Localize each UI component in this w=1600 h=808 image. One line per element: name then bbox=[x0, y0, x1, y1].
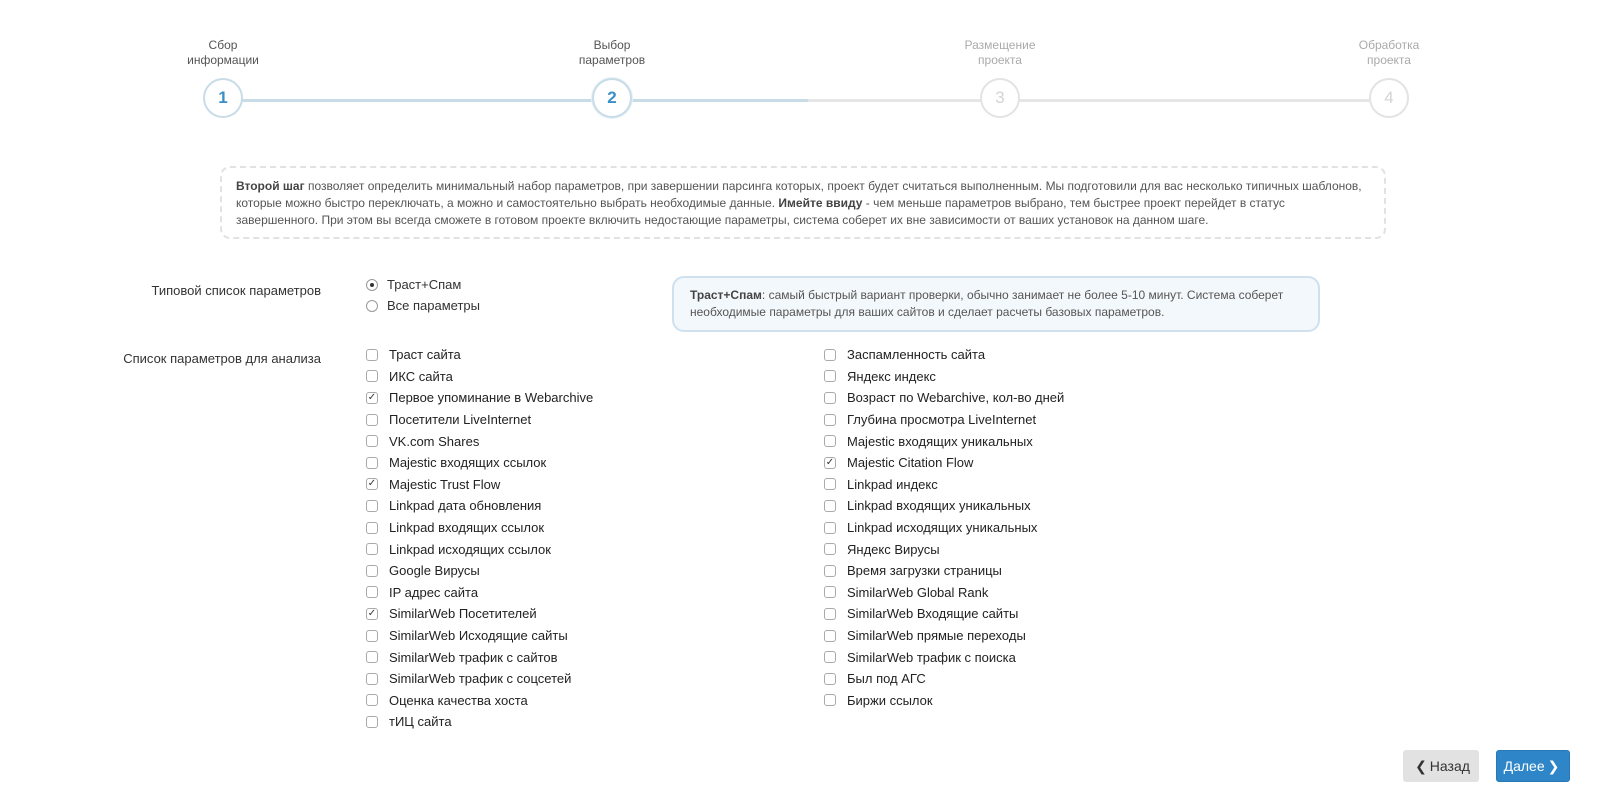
step-1-label: Сбор информации bbox=[187, 38, 259, 67]
param-checkbox-label: ИКС сайта bbox=[389, 368, 453, 384]
param-checkbox-row[interactable] bbox=[824, 668, 1064, 690]
param-checkbox-row[interactable] bbox=[366, 430, 593, 452]
template-list-label: Типовой список параметров bbox=[151, 283, 321, 298]
param-checkbox-row[interactable] bbox=[824, 517, 1064, 539]
step-3-label: Размещение проекта bbox=[964, 38, 1036, 67]
step-3-circle: 3 bbox=[980, 78, 1020, 118]
param-checkbox-label: Google Вирусы bbox=[389, 563, 480, 579]
param-checkbox-label: Majestic Trust Flow bbox=[389, 476, 501, 492]
next-button[interactable] bbox=[1496, 750, 1570, 782]
param-checkbox-row[interactable] bbox=[366, 582, 593, 604]
param-checkbox-row[interactable] bbox=[366, 344, 593, 366]
step-connector-done bbox=[242, 99, 808, 102]
checkbox-unchecked-icon[interactable] bbox=[366, 630, 378, 642]
param-checkbox-row[interactable] bbox=[366, 538, 593, 560]
info-text-1: позволяет определить минимальный набор параметров, при завершении парсинга которых, проект будет считаться выполненным. Мы подготовили для вас несколько типичных шаблонов, которые можно быстро переключать, а можно и самостоятельно выбрать необходимые данные. bbox=[236, 179, 1362, 210]
checkbox-unchecked-icon[interactable] bbox=[366, 370, 378, 382]
param-checkbox-label: VK.com Shares bbox=[389, 433, 480, 449]
param-checkbox-row[interactable] bbox=[824, 495, 1064, 517]
param-checkbox-label: Linkpad исходящих ссылок bbox=[389, 541, 551, 557]
next-button-label: Далее bbox=[1503, 758, 1545, 774]
step-4-label: Обработка проекта bbox=[1358, 38, 1420, 67]
param-checkbox-label: SimilarWeb трафик с соцсетей bbox=[389, 671, 572, 687]
step-info-box bbox=[220, 166, 1386, 239]
param-checkbox-label: Биржи ссылок bbox=[847, 692, 933, 708]
checkbox-unchecked-icon[interactable] bbox=[824, 608, 836, 620]
param-checkbox-row[interactable] bbox=[366, 711, 593, 733]
step-2-circle: 2 bbox=[592, 78, 632, 118]
param-checkbox-row[interactable] bbox=[366, 560, 593, 582]
radio-unselected-icon[interactable] bbox=[366, 300, 378, 312]
param-checkbox-label: SimilarWeb Global Rank bbox=[847, 584, 989, 600]
checkbox-unchecked-icon[interactable] bbox=[824, 435, 836, 447]
radio-trust-spam[interactable] bbox=[366, 277, 461, 292]
checkbox-unchecked-icon[interactable] bbox=[366, 565, 378, 577]
param-checkbox-label: SimilarWeb Входящие сайты bbox=[847, 606, 1019, 622]
param-checkbox-label: Linkpad дата обновления bbox=[389, 498, 542, 514]
param-checkbox-row[interactable] bbox=[824, 344, 1064, 366]
params-list-label: Список параметров для анализа bbox=[123, 351, 321, 366]
chevron-right-icon: ❯ bbox=[1547, 757, 1560, 774]
param-checkbox-label: SimilarWeb Посетителей bbox=[389, 606, 537, 622]
checkbox-unchecked-icon[interactable] bbox=[824, 543, 836, 555]
back-button[interactable] bbox=[1403, 750, 1479, 782]
param-checkbox-row[interactable] bbox=[366, 474, 593, 496]
step-connector-pending bbox=[808, 99, 1386, 102]
param-checkbox-label: Majestic входящих ссылок bbox=[389, 455, 547, 471]
checkbox-checked-icon[interactable]: ✓ bbox=[367, 607, 377, 619]
param-checkbox-row[interactable] bbox=[366, 366, 593, 388]
checkbox-unchecked-icon[interactable] bbox=[824, 500, 836, 512]
param-checkbox-row[interactable] bbox=[824, 366, 1064, 388]
param-checkbox-label: Возраст по Webarchive, кол-во дней bbox=[847, 390, 1065, 406]
step-4-circle: 4 bbox=[1369, 78, 1409, 118]
param-checkbox-label: Был под АГС bbox=[847, 671, 926, 687]
checkbox-unchecked-icon[interactable] bbox=[366, 716, 378, 728]
back-button-label: Назад bbox=[1429, 758, 1470, 774]
radio-all-params[interactable] bbox=[366, 298, 480, 313]
checkbox-checked-icon[interactable]: ✓ bbox=[367, 391, 377, 403]
checkbox-unchecked-icon[interactable] bbox=[824, 392, 836, 404]
checkbox-unchecked-icon[interactable] bbox=[366, 586, 378, 598]
params-column-left bbox=[366, 344, 593, 733]
info-text-2: - чем меньше параметров выбрано, тем быстрее проект перейдет в статус завершенного. При этом вы всегда сможете в готовом проекте включить недостающие параметры, система соберет их вне зависимости от ваших установок на данном шаге. bbox=[236, 196, 1285, 227]
checkbox-checked-icon[interactable]: ✓ bbox=[367, 478, 377, 490]
hint-text: : самый быстрый вариант проверки, обычно занимает не более 5-10 минут. Система соберет необходимые параметры для ваших сайтов и сделает расчеты базовых параметров. bbox=[690, 288, 1284, 319]
checkbox-unchecked-icon[interactable] bbox=[824, 522, 836, 534]
checkbox-unchecked-icon[interactable] bbox=[366, 349, 378, 361]
info-bold-note: Имейте ввиду bbox=[778, 196, 863, 210]
param-checkbox-label: Linkpad входящих уникальных bbox=[847, 498, 1031, 514]
param-checkbox-row[interactable] bbox=[366, 690, 593, 712]
param-checkbox-label: Первое упоминание в Webarchive bbox=[389, 390, 594, 406]
checkbox-unchecked-icon[interactable] bbox=[824, 565, 836, 577]
param-checkbox-row[interactable] bbox=[824, 560, 1064, 582]
param-checkbox-row[interactable] bbox=[824, 690, 1064, 712]
hint-bold: Траст+Спам bbox=[690, 288, 762, 302]
checkbox-unchecked-icon[interactable] bbox=[824, 694, 836, 706]
param-checkbox-label: тИЦ сайта bbox=[389, 714, 452, 730]
param-checkbox-row[interactable] bbox=[824, 409, 1064, 431]
param-checkbox-label: SimilarWeb Исходящие сайты bbox=[389, 628, 568, 644]
param-checkbox-label: SimilarWeb прямые переходы bbox=[847, 628, 1026, 644]
param-checkbox-label: Majestic Citation Flow bbox=[847, 455, 974, 471]
param-checkbox-label: Linkpad исходящих уникальных bbox=[847, 520, 1038, 536]
checkbox-unchecked-icon[interactable] bbox=[824, 414, 836, 426]
checkbox-unchecked-icon[interactable] bbox=[366, 543, 378, 555]
step-2 bbox=[552, 38, 672, 118]
step-2-label: Выбор параметров bbox=[578, 38, 646, 67]
step-1 bbox=[163, 38, 283, 118]
step-1-circle: 1 bbox=[203, 78, 243, 118]
param-checkbox-row[interactable] bbox=[824, 625, 1064, 647]
param-checkbox-label: Majestic входящих уникальных bbox=[847, 433, 1033, 449]
param-checkbox-label: Глубина просмотра LiveInternet bbox=[847, 412, 1037, 428]
step-3 bbox=[940, 38, 1060, 118]
param-checkbox-label: Яндекс индекс bbox=[847, 368, 936, 384]
param-checkbox-row[interactable] bbox=[366, 625, 593, 647]
info-bold-step: Второй шаг bbox=[236, 179, 305, 193]
param-checkbox-row[interactable] bbox=[366, 668, 593, 690]
checkbox-unchecked-icon[interactable] bbox=[366, 673, 378, 685]
param-checkbox-label: Linkpad индекс bbox=[847, 476, 938, 492]
param-checkbox-label: Яндекс Вирусы bbox=[847, 541, 940, 557]
param-checkbox-row[interactable] bbox=[824, 474, 1064, 496]
radio-trust-spam-label: Траст+Спам bbox=[387, 277, 462, 292]
param-checkbox-row[interactable] bbox=[366, 517, 593, 539]
param-checkbox-label: Время загрузки страницы bbox=[847, 563, 1002, 579]
param-checkbox-label: Linkpad входящих ссылок bbox=[389, 520, 545, 536]
param-checkbox-row[interactable] bbox=[366, 495, 593, 517]
checkbox-unchecked-icon[interactable] bbox=[824, 349, 836, 361]
param-checkbox-row[interactable] bbox=[824, 646, 1064, 668]
param-checkbox-row[interactable] bbox=[824, 603, 1064, 625]
radio-selected-icon[interactable] bbox=[366, 279, 378, 291]
param-checkbox-row[interactable] bbox=[824, 430, 1064, 452]
param-checkbox-label: IP адрес сайта bbox=[389, 584, 479, 600]
param-checkbox-row[interactable] bbox=[824, 387, 1064, 409]
param-checkbox-row[interactable] bbox=[366, 409, 593, 431]
param-checkbox-label: Траст сайта bbox=[389, 347, 461, 363]
param-checkbox-label: SimilarWeb трафик с сайтов bbox=[389, 649, 558, 665]
params-column-right bbox=[824, 344, 1064, 711]
param-checkbox-label: SimilarWeb трафик с поиска bbox=[847, 649, 1016, 665]
param-checkbox-row[interactable] bbox=[366, 452, 593, 474]
chevron-left-icon: ❮ bbox=[1415, 757, 1427, 774]
checkbox-unchecked-icon[interactable] bbox=[366, 435, 378, 447]
checkbox-unchecked-icon[interactable] bbox=[824, 651, 836, 663]
checkbox-unchecked-icon[interactable] bbox=[824, 478, 836, 490]
checkbox-unchecked-icon[interactable] bbox=[824, 673, 836, 685]
radio-all-params-label: Все параметры bbox=[387, 298, 481, 313]
template-hint-box bbox=[672, 276, 1320, 332]
param-checkbox-row[interactable] bbox=[824, 582, 1064, 604]
checkbox-unchecked-icon[interactable] bbox=[824, 630, 836, 642]
checkbox-unchecked-icon[interactable] bbox=[824, 370, 836, 382]
progress-stepper bbox=[0, 0, 1600, 130]
checkbox-unchecked-icon[interactable] bbox=[366, 522, 378, 534]
param-checkbox-row[interactable] bbox=[366, 387, 593, 409]
param-checkbox-row[interactable] bbox=[824, 452, 1064, 474]
param-checkbox-row[interactable] bbox=[366, 603, 593, 625]
param-checkbox-row[interactable] bbox=[824, 538, 1064, 560]
param-checkbox-row[interactable] bbox=[366, 646, 593, 668]
checkbox-unchecked-icon[interactable] bbox=[824, 586, 836, 598]
checkbox-checked-icon[interactable]: ✓ bbox=[825, 456, 835, 468]
checkbox-unchecked-icon[interactable] bbox=[366, 414, 378, 426]
param-checkbox-label: Заспамленность сайта bbox=[847, 347, 986, 363]
param-checkbox-label: Оценка качества хоста bbox=[389, 692, 528, 708]
step-4 bbox=[1329, 38, 1449, 118]
checkbox-unchecked-icon[interactable] bbox=[366, 651, 378, 663]
param-checkbox-label: Посетители LiveInternet bbox=[389, 412, 532, 428]
checkbox-unchecked-icon[interactable] bbox=[366, 500, 378, 512]
checkbox-unchecked-icon[interactable] bbox=[366, 694, 378, 706]
checkbox-unchecked-icon[interactable] bbox=[366, 457, 378, 469]
